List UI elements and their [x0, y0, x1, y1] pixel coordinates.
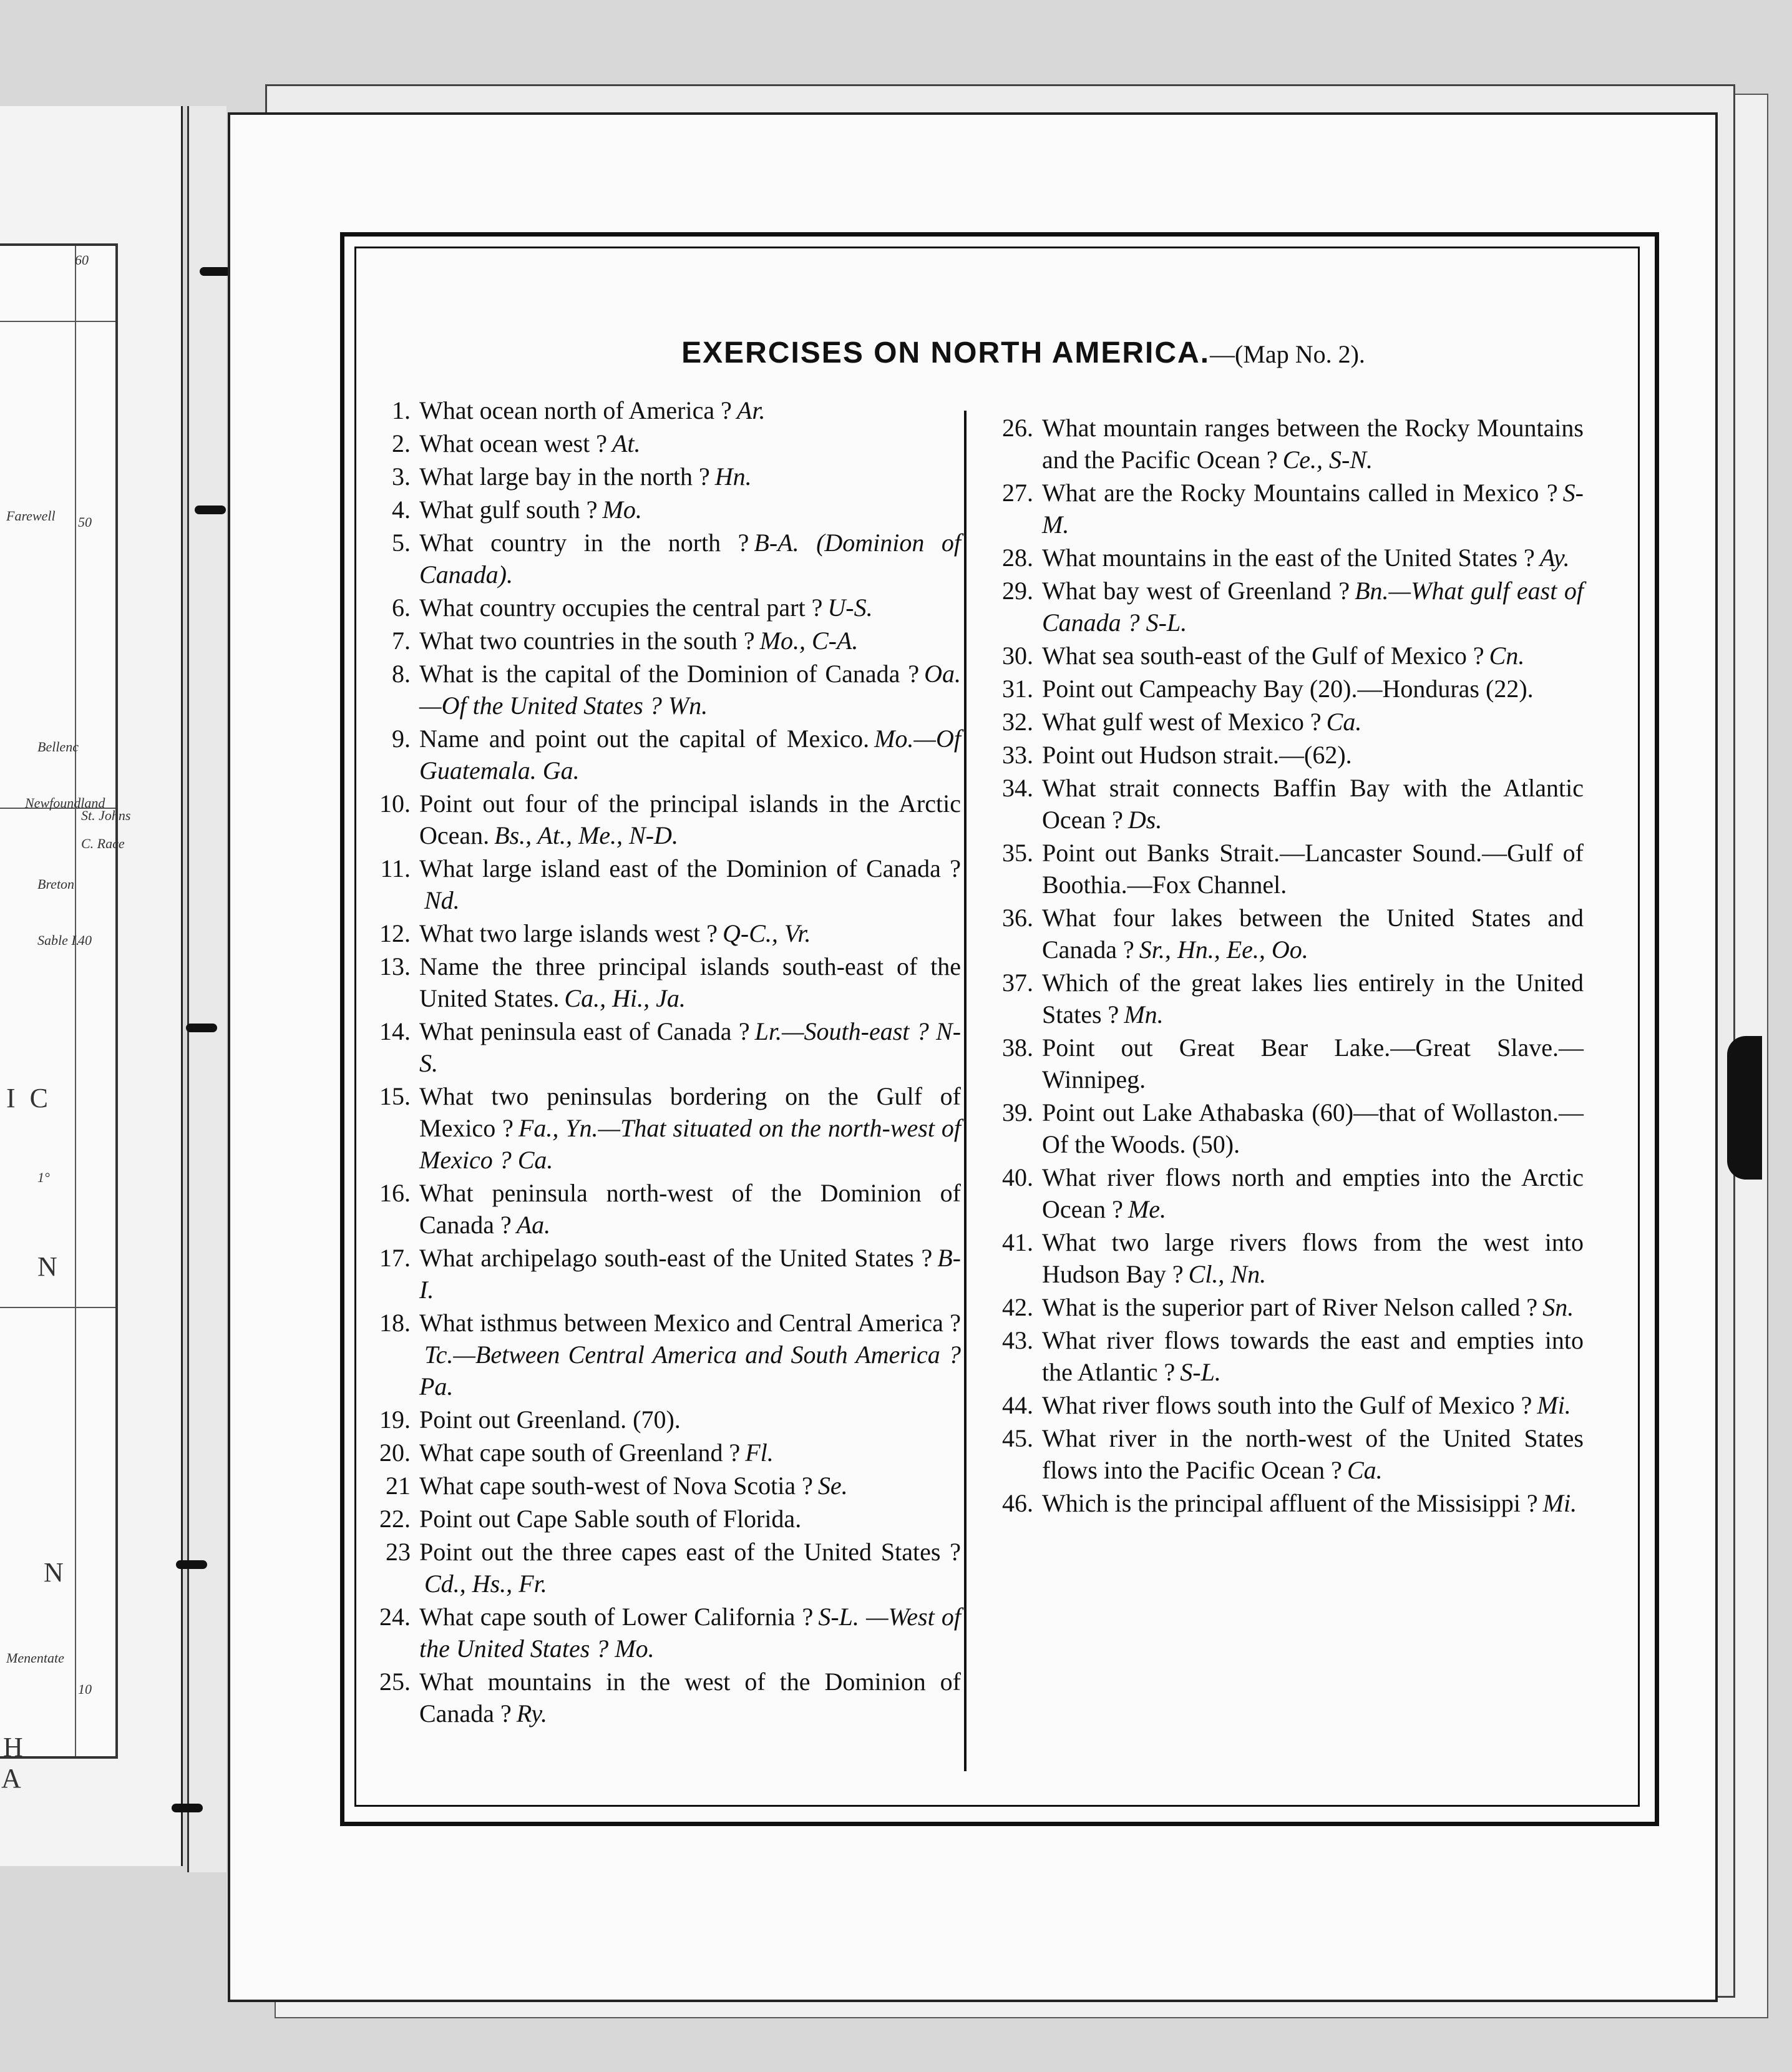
question-number: 3.: [392, 462, 411, 491]
question-body: [1042, 967, 1584, 1030]
question-text: Name the three principal islands south-east of the United States.: [419, 952, 961, 1012]
question-item: [985, 477, 1584, 540]
question-item: [985, 772, 1584, 836]
question-item: [362, 1080, 961, 1176]
question-item: [985, 837, 1584, 901]
question-number: 4.: [392, 496, 411, 524]
question-item: [362, 1666, 961, 1729]
question-text: What large island east of the Dominion of Canada ?: [419, 854, 961, 882]
question-number: 44.: [1002, 1391, 1033, 1419]
answer-hint: Ca., Hi., Ja.: [564, 984, 686, 1012]
question-body: [1042, 1032, 1584, 1095]
question-body: [1042, 575, 1584, 638]
question-body: [1042, 1097, 1584, 1160]
question-number: 32.: [1002, 708, 1033, 736]
question-item: [985, 1291, 1584, 1323]
question-body: [1042, 1487, 1584, 1519]
question-body: [419, 592, 961, 623]
question-text: What four lakes between the United States and Canada ?: [1042, 904, 1584, 964]
question-body: [419, 723, 961, 786]
answer-hint: Cn.: [1489, 642, 1525, 670]
answer-hint: Ca.: [1326, 708, 1362, 736]
answer-hint: Tc.—Between Central America and South America ? Pa.: [419, 1341, 961, 1400]
question-item: [362, 950, 961, 1014]
question-number: 19.: [379, 1405, 411, 1434]
answer-hint: Sr., Hn., Ee., Oo.: [1139, 936, 1308, 964]
question-item: [362, 1015, 961, 1079]
question-body: [419, 1666, 961, 1729]
question-number: 33.: [1002, 741, 1033, 769]
question-body: [419, 494, 961, 525]
question-body: [419, 950, 961, 1014]
question-item: [362, 723, 961, 786]
map-label: Farewell: [6, 508, 56, 524]
question-item: [985, 673, 1584, 705]
question-number: 20.: [379, 1439, 411, 1467]
question-item: [362, 1307, 961, 1402]
map-label: Sable I.: [37, 932, 80, 948]
question-item: [362, 494, 961, 525]
question-item: [985, 1032, 1584, 1095]
question-number: 38.: [1002, 1034, 1033, 1062]
question-number: 31.: [1002, 675, 1033, 703]
question-number: 17.: [379, 1244, 411, 1272]
question-body: [1042, 706, 1584, 738]
question-text: What large bay in the north ?: [419, 462, 710, 491]
question-number: 40.: [1002, 1163, 1033, 1191]
question-body: [419, 1601, 961, 1664]
question-body: [419, 1015, 961, 1079]
question-body: [1042, 739, 1584, 771]
question-number: 16.: [379, 1179, 411, 1207]
question-item: [985, 575, 1584, 638]
question-number: 37.: [1002, 969, 1033, 997]
answer-hint: B-A. (Dominion of Canada).: [419, 529, 961, 589]
question-number: 11.: [380, 854, 411, 882]
question-text: What sea south-east of the Gulf of Mexico ?: [1042, 642, 1484, 670]
question-text: What gulf west of Mexico ?: [1042, 708, 1322, 736]
answer-hint: Ds.: [1127, 806, 1162, 834]
question-text: What mountains in the west of the Dominion of Canada ?: [419, 1668, 961, 1727]
question-text: What strait connects Baffin Bay with the Atlantic Ocean ?: [1042, 774, 1584, 834]
question-body: [419, 625, 961, 657]
question-text: Point out the three capes east of the United States ?: [419, 1538, 961, 1566]
question-body: [1042, 412, 1584, 476]
question-body: [419, 461, 961, 492]
answer-hint: S-L.: [1180, 1358, 1221, 1386]
question-text: What two large islands west ?: [419, 919, 718, 947]
question-text: What two countries in the south ?: [419, 627, 755, 655]
question-number: 23: [386, 1538, 411, 1566]
question-text: Which is the principal affluent of the Missisippi ?: [1042, 1489, 1538, 1517]
question-text: What are the Rocky Mountains called in Mexico ?: [1042, 479, 1558, 507]
question-number: 39.: [1002, 1098, 1033, 1126]
answer-hint: Cd., Hs., Fr.: [424, 1570, 547, 1598]
question-text: What peninsula north-west of the Dominion of Canada ?: [419, 1179, 961, 1239]
question-number: 7.: [392, 627, 411, 655]
question-item: [362, 853, 961, 916]
question-body: [419, 527, 961, 590]
map-gridline: [0, 321, 115, 322]
map-label: St. Johns: [81, 808, 131, 823]
answer-hint: Mo.: [602, 496, 642, 524]
map-label: Breton: [37, 876, 75, 892]
question-text: What two peninsulas bordering on the Gulf of Mexico ?: [419, 1082, 961, 1142]
question-number: 9.: [392, 725, 411, 753]
questions-column-left: [362, 394, 961, 1731]
question-body: [419, 1242, 961, 1306]
map-gridline: [75, 246, 76, 1756]
question-number: 2.: [392, 429, 411, 457]
question-body: [1042, 1422, 1584, 1486]
answer-hint: Mo.—Of Guatemala. Ga.: [419, 725, 961, 784]
map-label: Bellenc: [37, 739, 79, 755]
question-number: 18.: [379, 1309, 411, 1337]
question-number: 35.: [1002, 839, 1033, 867]
question-item: [985, 542, 1584, 574]
question-item: [362, 1470, 961, 1502]
question-item: [985, 902, 1584, 965]
question-number: 36.: [1002, 904, 1033, 932]
title-main: EXERCISES ON NORTH AMERICA.: [681, 336, 1210, 369]
answer-hint: Fl.: [745, 1439, 774, 1467]
question-body: [1042, 902, 1584, 965]
question-body: [419, 428, 961, 459]
question-text: What gulf south ?: [419, 496, 598, 524]
question-text: What ocean north of America ?: [419, 396, 732, 424]
answer-hint: Mi.: [1537, 1391, 1571, 1419]
question-item: [362, 592, 961, 623]
question-text: What country in the north ?: [419, 529, 749, 557]
question-number: 12.: [379, 919, 411, 947]
question-text: Point out Cape Sable south of Florida.: [419, 1505, 802, 1533]
question-body: [419, 1503, 961, 1535]
answer-hint: At.: [611, 429, 641, 457]
question-number: 25.: [379, 1668, 411, 1696]
question-text: What mountains in the east of the United States ?: [1042, 544, 1535, 572]
question-text: What river in the north-west of the United States flows into the Pacific Ocean ?: [1042, 1424, 1584, 1484]
question-text: What is the capital of the Dominion of Canada ?: [419, 660, 920, 688]
question-item: [362, 428, 961, 459]
map-label: 10: [78, 1681, 92, 1697]
question-body: [419, 658, 961, 721]
question-text: What cape south-west of Nova Scotia ?: [419, 1472, 813, 1500]
question-item: [985, 706, 1584, 738]
answer-hint: Ce., S-N.: [1282, 446, 1373, 474]
question-number: 24.: [379, 1603, 411, 1631]
question-text: What mountain ranges between the Rocky Mountains and the Pacific Ocean ?: [1042, 414, 1584, 474]
question-item: [362, 788, 961, 851]
book-spine: [187, 106, 226, 1872]
question-text: What bay west of Greenland ?: [1042, 577, 1350, 605]
answer-hint: Nd.: [424, 886, 460, 914]
question-item: [362, 1177, 961, 1241]
question-text: What cape south of Lower California ?: [419, 1603, 814, 1631]
question-item: [362, 658, 961, 721]
binding-ring: [172, 1804, 203, 1812]
question-number: 45.: [1002, 1424, 1033, 1452]
binding-ring: [186, 1024, 217, 1032]
answer-hint: Mo., C-A.: [759, 627, 859, 655]
question-number: 29.: [1002, 577, 1033, 605]
answer-hint: U-S.: [827, 594, 873, 622]
map-gridline: [0, 1307, 115, 1308]
question-text: Point out Great Bear Lake.—Great Slave.—Winnipeg.: [1042, 1034, 1584, 1093]
question-number: 13.: [379, 952, 411, 980]
question-text: What river flows north and empties into the Arctic Ocean ?: [1042, 1163, 1584, 1223]
question-number: 46.: [1002, 1489, 1033, 1517]
question-text: What two large rivers flows from the west into Hudson Bay ?: [1042, 1228, 1584, 1288]
question-body: [1042, 1226, 1584, 1290]
question-item: [985, 1161, 1584, 1225]
answer-hint: Bn.—What gulf east of Canada ? S-L.: [1042, 577, 1584, 637]
question-item: [362, 1536, 961, 1600]
question-text: What peninsula east of Canada ?: [419, 1017, 750, 1045]
page-title: [562, 336, 1485, 370]
question-item: [362, 527, 961, 590]
question-body: [1042, 1161, 1584, 1225]
answer-hint: Lr.—South-east ? N-S.: [419, 1017, 962, 1077]
question-item: [985, 1389, 1584, 1421]
answer-hint: Aa.: [516, 1211, 551, 1239]
question-text: Which of the great lakes lies entirely in the United States ?: [1042, 969, 1584, 1029]
question-number: 21: [386, 1472, 411, 1500]
question-body: [419, 1437, 961, 1468]
question-number: 43.: [1002, 1326, 1033, 1354]
map-label: A: [1, 1763, 25, 1794]
question-item: [362, 917, 961, 949]
answer-hint: Bs., At., Me., N-D.: [494, 821, 678, 849]
question-number: 28.: [1002, 544, 1033, 572]
question-body: [419, 1470, 961, 1502]
question-number: 8.: [392, 660, 411, 688]
question-body: [419, 1080, 961, 1176]
answer-hint: S-L. —West of the United States ? Mo.: [419, 1603, 962, 1663]
question-text: Name and point out the capital of Mexico.: [419, 725, 870, 753]
question-number: 34.: [1002, 774, 1033, 802]
binding-ring: [195, 506, 226, 514]
map-label: 50: [78, 514, 92, 530]
question-item: [985, 739, 1584, 771]
question-item: [985, 1226, 1584, 1290]
answer-hint: Ca.: [1346, 1456, 1383, 1484]
question-item: [985, 1097, 1584, 1160]
answer-hint: Me.: [1127, 1195, 1166, 1223]
question-body: [1042, 1324, 1584, 1388]
title-map-reference: —(Map No. 2).: [1210, 340, 1365, 368]
question-item: [985, 1487, 1584, 1519]
question-item: [362, 394, 961, 426]
question-text: What ocean west ?: [419, 429, 607, 457]
page-tab: [1727, 1036, 1762, 1180]
question-number: 30.: [1002, 642, 1033, 670]
map-fragment: [0, 243, 131, 1794]
map-label: Menentate: [6, 1650, 64, 1666]
question-item: [362, 1503, 961, 1535]
answer-hint: Sn.: [1542, 1293, 1574, 1321]
question-body: [419, 917, 961, 949]
question-text: What river flows towards the east and empties into the Atlantic ?: [1042, 1326, 1584, 1386]
questions-column-right: [985, 412, 1584, 1520]
map-label: I C: [6, 1083, 52, 1113]
question-number: 1.: [392, 396, 411, 424]
question-body: [1042, 837, 1584, 901]
answer-hint: Oa.—Of the United States ? Wn.: [419, 660, 961, 720]
question-body: [1042, 640, 1584, 672]
question-text: What archipelago south-east of the United States ?: [419, 1244, 933, 1272]
question-text: Point out Greenland. (70).: [419, 1405, 681, 1434]
question-item: [985, 1324, 1584, 1388]
answer-hint: S-M.: [1042, 479, 1584, 539]
question-body: [1042, 477, 1584, 540]
binding-ring: [176, 1560, 207, 1569]
map-label: N: [44, 1557, 67, 1588]
map-label: Newfoundland: [25, 795, 105, 811]
question-number: 27.: [1002, 479, 1033, 507]
question-text: Point out four of the principal islands in the Arctic Ocean.: [419, 789, 961, 849]
map-label: 1°: [37, 1170, 50, 1185]
question-text: Point out Lake Athabaska (60)—that of Wollaston.—Of the Woods. (50).: [1042, 1098, 1584, 1158]
answer-hint: Fa., Yn.—That situated on the north-west of Mexico ? Ca.: [419, 1114, 961, 1174]
question-body: [1042, 673, 1584, 705]
question-number: 26.: [1002, 414, 1033, 442]
question-text: What cape south of Greenland ?: [419, 1439, 741, 1467]
answer-hint: Mn.: [1124, 1000, 1164, 1029]
answer-hint: Hn.: [714, 462, 752, 491]
question-item: [362, 1601, 961, 1664]
question-text: What is the superior part of River Nelson called ?: [1042, 1293, 1538, 1321]
question-text: What country occupies the central part ?: [419, 594, 823, 622]
map-label: C. Race: [81, 836, 125, 851]
answer-hint: Q-C., Vr.: [723, 919, 811, 947]
map-label: N: [37, 1251, 61, 1282]
question-body: [1042, 542, 1584, 574]
question-item: [985, 640, 1584, 672]
question-item: [362, 1437, 961, 1468]
question-item: [362, 1404, 961, 1435]
question-text: Point out Banks Strait.—Lancaster Sound.—Gulf of Boothia.—Fox Channel.: [1042, 839, 1584, 899]
question-body: [1042, 772, 1584, 836]
answer-hint: Mi.: [1542, 1489, 1577, 1517]
column-divider: [964, 411, 967, 1771]
question-number: 42.: [1002, 1293, 1033, 1321]
question-item: [985, 967, 1584, 1030]
question-body: [419, 1307, 961, 1402]
answer-hint: B-I.: [419, 1244, 961, 1304]
answer-hint: Cl., Nn.: [1188, 1260, 1267, 1288]
question-item: [362, 1242, 961, 1306]
question-body: [419, 853, 961, 916]
question-body: [1042, 1389, 1584, 1421]
map-label: H: [3, 1732, 27, 1762]
question-text: Point out Campeachy Bay (20).—Honduras (22).: [1042, 675, 1534, 703]
question-body: [419, 1177, 961, 1241]
question-item: [362, 625, 961, 657]
question-number: 6.: [392, 594, 411, 622]
question-item: [362, 461, 961, 492]
binding-ring: [200, 267, 231, 276]
question-number: 15.: [379, 1082, 411, 1110]
question-number: 14.: [379, 1017, 411, 1045]
answer-hint: Se.: [817, 1472, 848, 1500]
answer-hint: Ry.: [516, 1699, 547, 1727]
question-body: [419, 394, 961, 426]
map-label: 60: [75, 252, 89, 268]
question-item: [985, 412, 1584, 476]
question-text: What isthmus between Mexico and Central America ?: [419, 1309, 961, 1337]
question-number: 5.: [392, 529, 411, 557]
question-number: 10.: [379, 789, 411, 818]
question-item: [985, 1422, 1584, 1486]
question-text: What river flows south into the Gulf of Mexico ?: [1042, 1391, 1532, 1419]
question-body: [419, 1536, 961, 1600]
question-body: [1042, 1291, 1584, 1323]
question-number: 41.: [1002, 1228, 1033, 1256]
answer-hint: Ar.: [736, 396, 766, 424]
question-number: 22.: [379, 1505, 411, 1533]
question-body: [419, 788, 961, 851]
question-body: [419, 1404, 961, 1435]
answer-hint: Ay.: [1539, 544, 1570, 572]
question-text: Point out Hudson strait.—(62).: [1042, 741, 1352, 769]
map-label: 40: [78, 932, 92, 948]
